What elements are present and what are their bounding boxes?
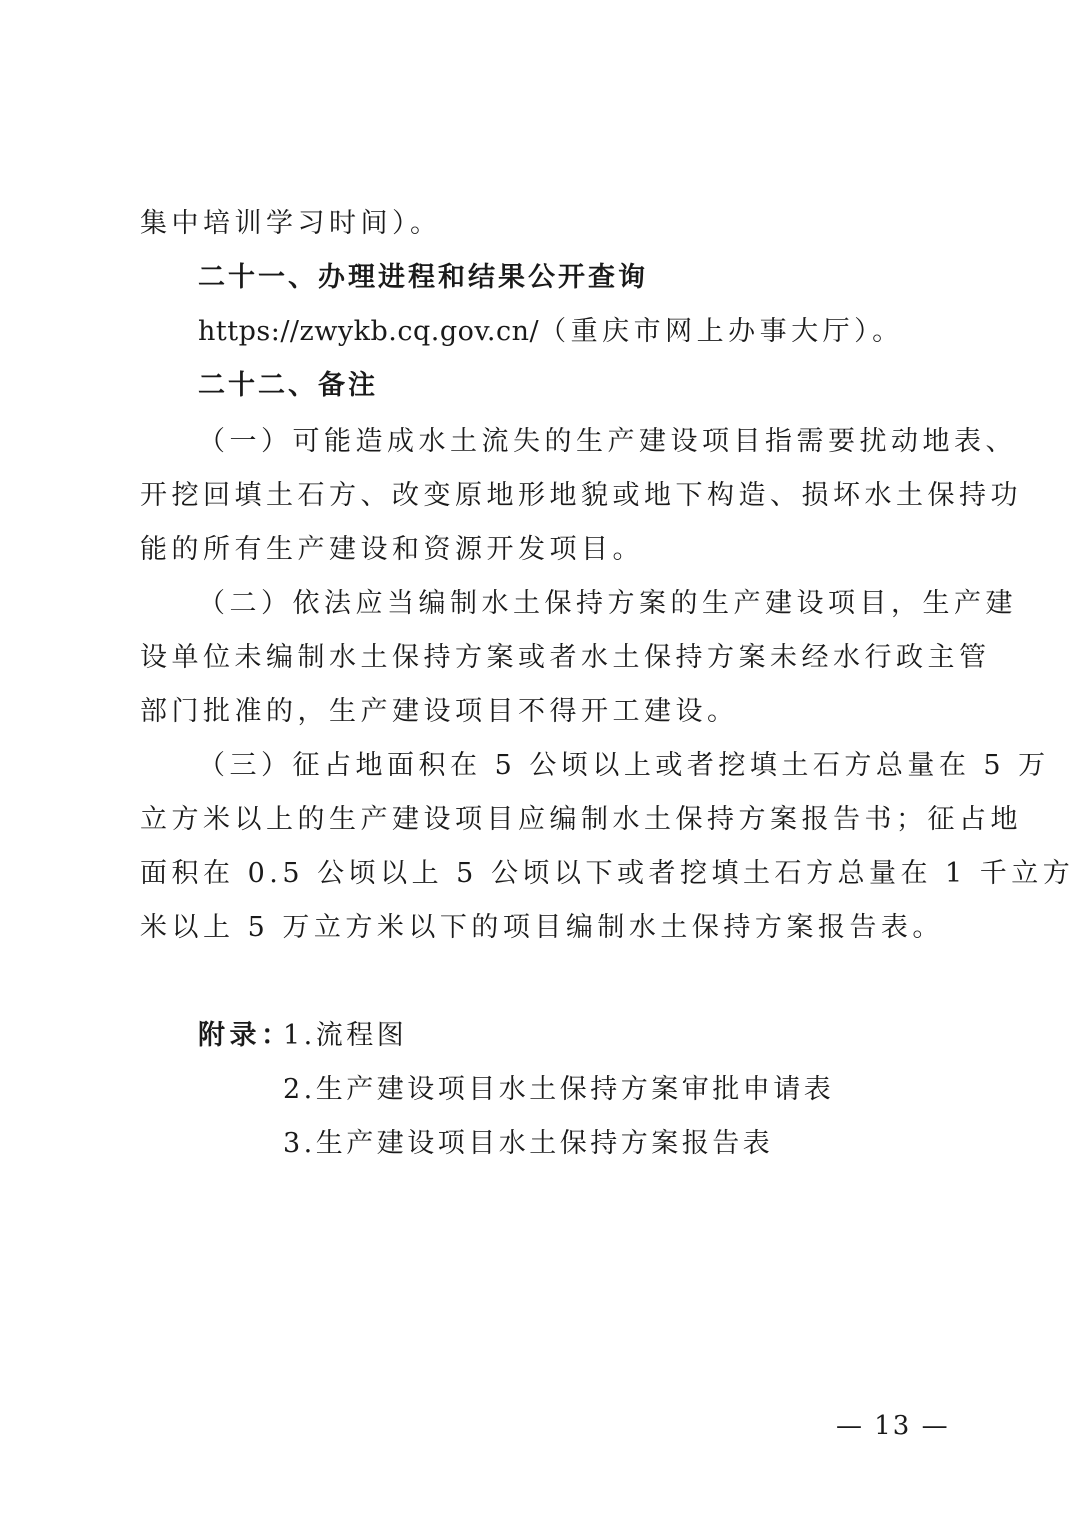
note-3-line-2: 立方米以上的生产建设项目应编制水土保持方案报告书；征占地 xyxy=(140,804,1022,835)
url-description: （重庆市网上办事大厅）。 xyxy=(539,316,904,347)
appendix-item-2: 2.生产建设项目水土保持方案审批申请表 xyxy=(283,1074,835,1105)
note-3-line-1: （三）征占地面积在 5 公顷以上或者挖填土石方总量在 5 万 xyxy=(198,750,1050,781)
service-url-link[interactable]: https://zwykb.cq.gov.cn/ xyxy=(198,316,540,347)
note-3-line-3: 面积在 0.5 公顷以上 5 公顷以下或者挖填土石方总量在 1 千立方 xyxy=(140,858,1074,889)
note-1-line-2: 开挖回填土石方、改变原地形地貌或地下构造、损坏水土保持功 xyxy=(140,480,1022,511)
appendix-item-3: 3.生产建设项目水土保持方案报告表 xyxy=(283,1128,774,1159)
appendix-item-1: 1.流程图 xyxy=(283,1020,408,1051)
section-heading-22: 二十二、备注 xyxy=(198,370,378,401)
note-2-line-2: 设单位未编制水土保持方案或者水土保持方案未经水行政主管 xyxy=(140,642,991,673)
note-3-line-4: 米以上 5 万立方米以下的项目编制水土保持方案报告表。 xyxy=(140,912,944,943)
note-2-line-1: （二）依法应当编制水土保持方案的生产建设项目，生产建 xyxy=(198,588,1017,619)
page-number: — 13 — xyxy=(836,1411,950,1441)
text-line-training-time: 集中培训学习时间）。 xyxy=(140,208,442,239)
appendix-label: 附录： xyxy=(198,1020,293,1051)
section-heading-21: 二十一、办理进程和结果公开查询 xyxy=(198,262,648,293)
url-line xyxy=(198,316,938,348)
note-2-line-3: 部门批准的，生产建设项目不得开工建设。 xyxy=(140,696,739,727)
note-1-line-1: （一）可能造成水土流失的生产建设项目指需要扰动地表、 xyxy=(198,426,1017,457)
note-1-line-3: 能的所有生产建设和资源开发项目。 xyxy=(140,534,644,565)
